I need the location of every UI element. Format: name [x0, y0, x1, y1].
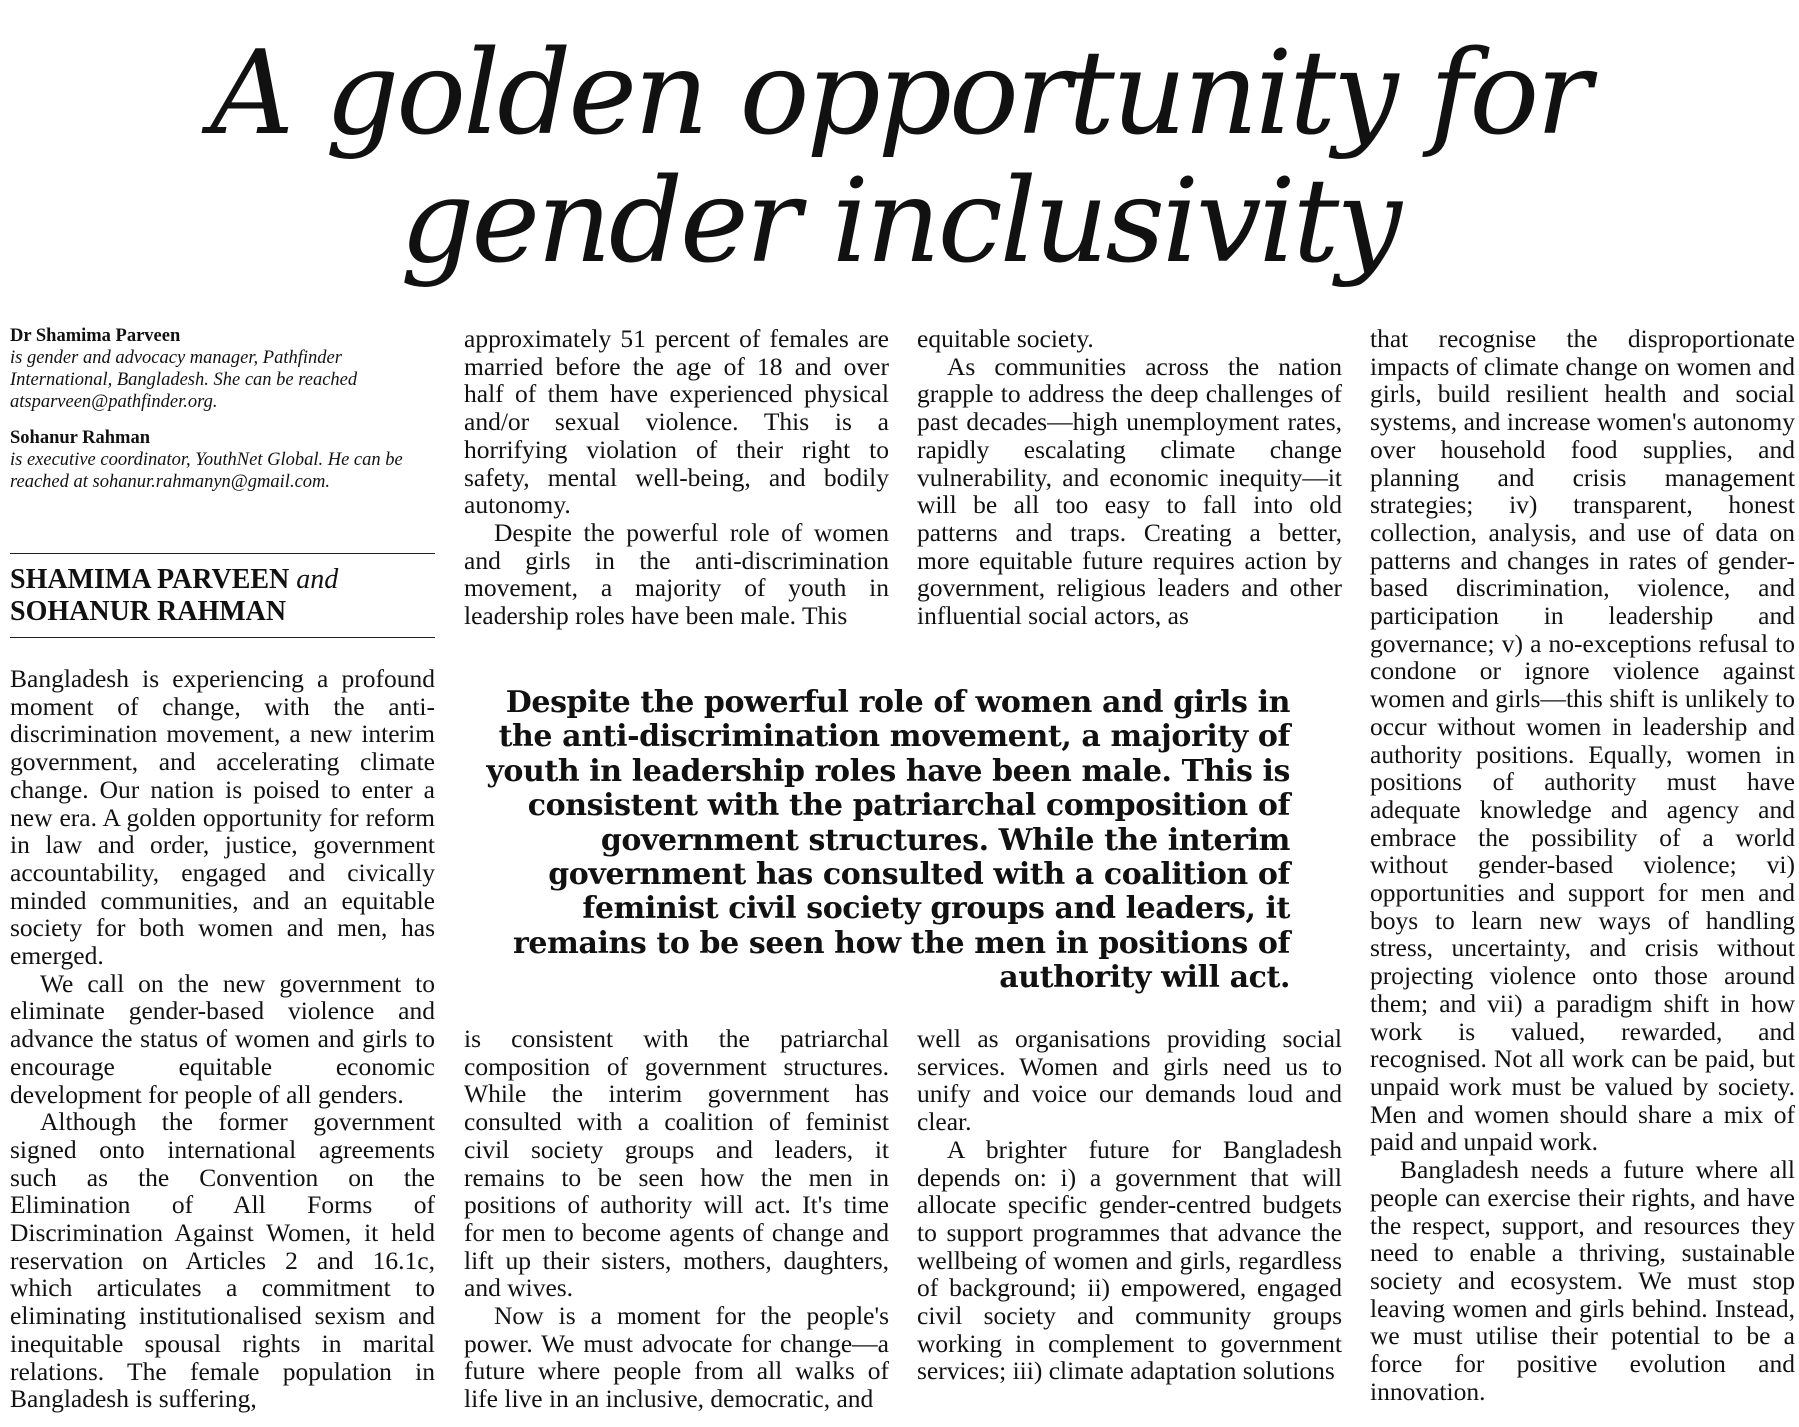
- author-note-bio: is gender and advocacy manager, Pathfinder International, Bangladesh. She can be reached atsparveen@pathfinder.org.: [10, 348, 358, 412]
- column-1: [10, 665, 435, 1413]
- author-note: [10, 427, 435, 493]
- byline-bottom-rule: [10, 637, 435, 638]
- headline: A golden opportunity for gender inclusivity: [210, 26, 1589, 289]
- paragraph: equitable society.: [917, 324, 1094, 353]
- column-4: [1370, 325, 1795, 1405]
- author-note: [10, 325, 435, 413]
- author-note-name: Dr Shamima Parveen: [10, 326, 181, 346]
- byline-author-2: SOHANUR RAHMAN: [10, 596, 287, 627]
- author-notes: [10, 325, 435, 493]
- column-2-top: [464, 325, 889, 630]
- paragraph: A brighter future for Bangladesh depends on: i) a government that will allocate specific gender-centred budgets to support programmes that advance the wellbeing of women and girls, regardless of background; ii) empowered, engaged civil society and community groups working in complement to government services; iii) climate adaptation solutions: [917, 1134, 1342, 1386]
- column-3-top: [917, 325, 1342, 630]
- column-2-bottom: [464, 1025, 889, 1413]
- byline-top-rule: [10, 553, 435, 554]
- paragraph: We call on the new government to eliminate gender-based violence and advance the status of women and girls to encourage equitable economic development for people of all genders.: [10, 968, 435, 1109]
- byline: [10, 564, 435, 628]
- paragraph: that recognise the disproportionate impacts of climate change on women and girls, build resilient health and social systems, and increase women's autonomy over household food supplies, and planning and crisis management strategies; iv) transparent, honest collection, analysis, and use of data on patterns and changes in rates of gender-based discrimination, violence, and participation in leadership and governance; v) a no-exceptions refusal to condone or ignore violence against women and girls—this shift is unlikely to occur without women in leadership and authority positions. Equally, women in positions of authority must have adequate knowledge and agency and embrace the possibility of a world without gender-based violence; vi) opportunities and support for men and boys to learn new ways of handling stress, uncertainty, and crisis without projecting violence onto those around them; and vii) a paradigm shift in how work is valued, rewarded, and recognised. Not all work can be paid, but unpaid work must be valued by society. Men and women should share a mix of paid and unpaid work.: [1370, 324, 1795, 1157]
- paragraph: Bangladesh is experiencing a profound moment of change, with the anti-discrimination movement, a new interim government, and accelerating climate change. Our nation is poised to enter a new era. A golden opportunity for reform in law and order, justice, government accountability, engaged and civically minded communities, and an equitable society for both women and men, has emerged.: [10, 664, 435, 971]
- paragraph: is consistent with the patriarchal composition of government structures. While the interim government has consulted with a coalition of feminist civil society groups and leaders, it remains to be seen how the men in positions of authority will act. It's time for men to become agents of change and lift up their sisters, mothers, daughters, and wives.: [464, 1024, 889, 1303]
- author-note-bio: is executive coordinator, YouthNet Global. He can be reached at sohanur.rahmanyn@gmail.com.: [10, 450, 403, 492]
- column-3-bottom: [917, 1025, 1342, 1385]
- paragraph: As communities across the nation grapple to address the deep challenges of past decades—high unemployment rates, rapidly escalating climate change vulnerability, and economic inequity—it will be all too easy to fall into old patterns and traps. Creating a better, more equitable future requires action by government, religious leaders and other influential social actors, as: [917, 351, 1342, 631]
- paragraph: well as organisations providing social services. Women and girls need us to unify and voice our demands loud and clear.: [917, 1024, 1342, 1137]
- pull-quote: Despite the powerful role of women and girls in the anti-discrimination movement, a majority of youth in leadership roles have been male. This is consistent with the patriarchal composition of government structures. While the interim government has consulted with a coalition of feminist civil society groups and leaders, it remains to be seen how the men in positions of authority will act.: [486, 685, 1290, 996]
- paragraph: approximately 51 percent of females are married before the age of 18 and over half of them have experienced physical and/or sexual violence. This is a horrifying violation of their right to safety, mental well-being, and bodily autonomy.: [464, 324, 889, 520]
- paragraph: Now is a moment for the people's power. We must advocate for change—a future where people from all walks of life live in an inclusive, democratic, and: [464, 1301, 889, 1414]
- paragraph: Bangladesh needs a future where all people can exercise their rights, and have the respect, support, and resources they need to enable a thriving, sustainable society and ecosystem. We must stop leaving women and girls behind. Instead, we must utilise their potential to be a force for positive evolution and innovation.: [1370, 1155, 1795, 1406]
- paragraph: Although the former government signed onto international agreements such as the Convention on the Elimination of All Forms of Discrimination Against Women, it held reservation on Articles 2 and 16.1c, which articulates a commitment to eliminating institutionalised sexism and inequitable spousal rights in marital relations. The female population in Bangladesh is suffering,: [10, 1107, 435, 1414]
- byline-conjunction: and: [296, 564, 339, 595]
- author-note-name: Sohanur Rahman: [10, 428, 151, 448]
- byline-author-1: SHAMIMA PARVEEN: [10, 564, 290, 595]
- paragraph: Despite the powerful role of women and girls in the anti-discrimination movement, a majority of youth in leadership roles have been male. This: [464, 517, 889, 631]
